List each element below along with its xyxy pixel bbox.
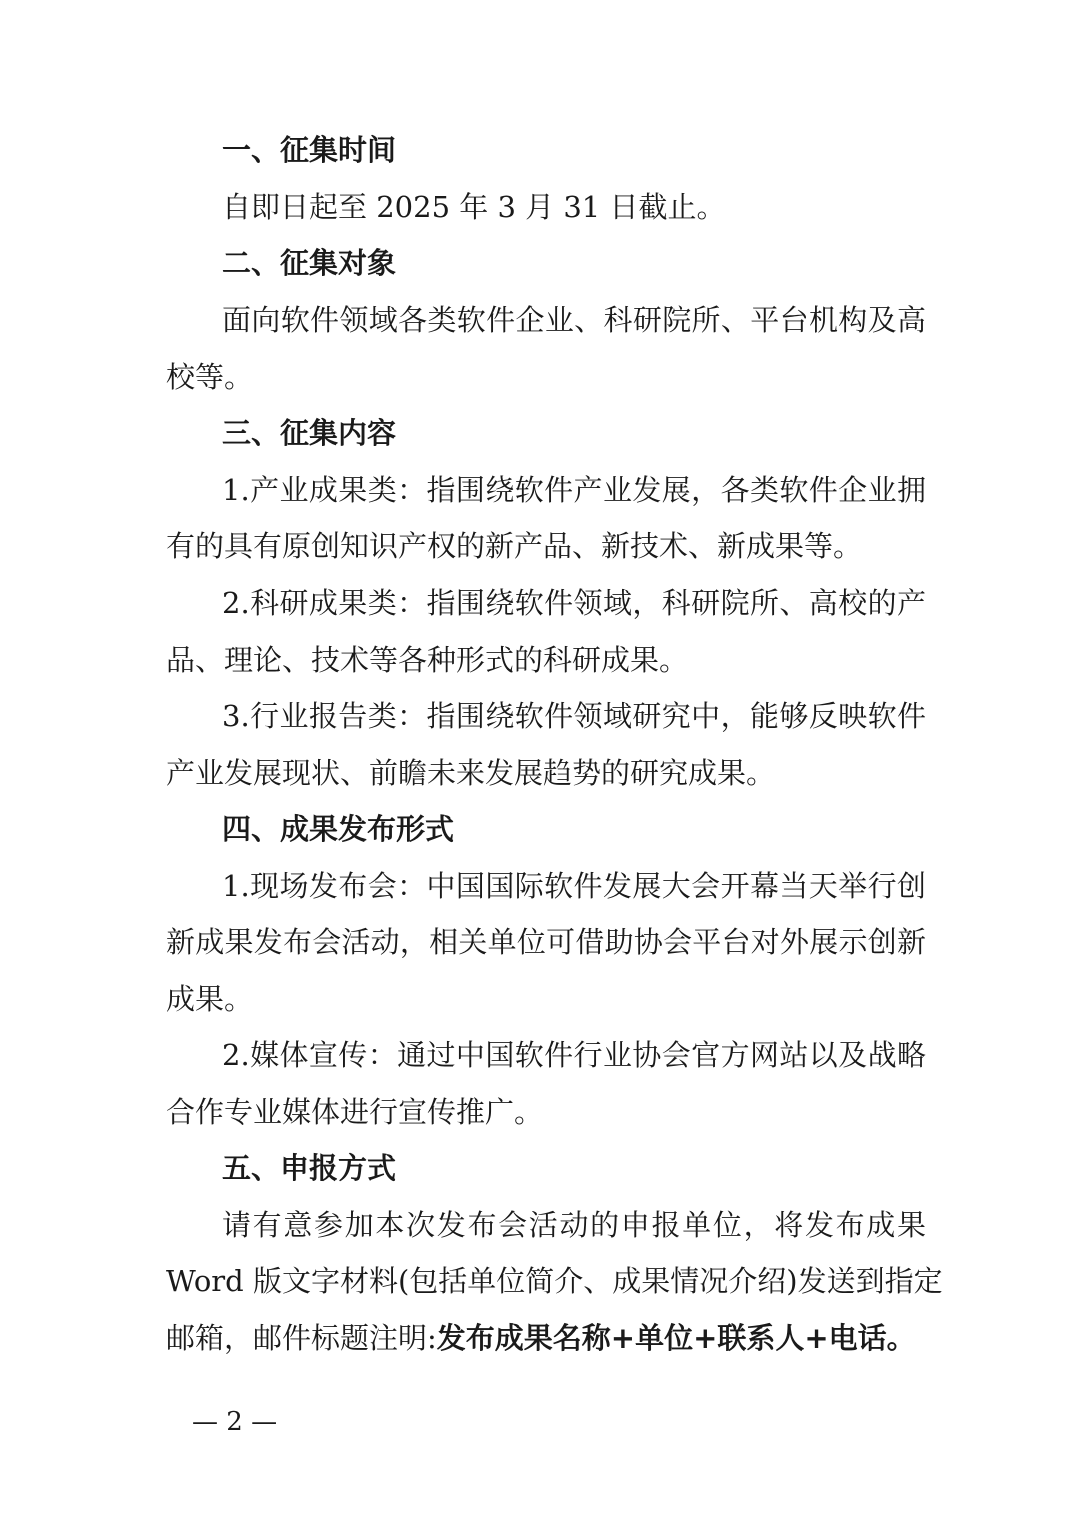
section-4-item-2-line-2: 合作专业媒体进行宣传推广。 bbox=[166, 1095, 544, 1129]
section-4-item-1-line-3: 成果。 bbox=[166, 982, 254, 1016]
section-3-item-2-line-1: 2.科研成果类：指围绕软件领域，科研院所、高校的产 bbox=[222, 586, 926, 620]
section-4-item-1-line-1: 1.现场发布会：中国国际软件发展大会开幕当天举行创 bbox=[222, 869, 926, 903]
section-heading-2: 二、征集对象 bbox=[222, 246, 397, 280]
section-2-text-line-2: 校等。 bbox=[166, 360, 254, 394]
section-heading-1: 一、征集时间 bbox=[222, 133, 397, 167]
section-3-item-1-line-1: 1.产业成果类：指围绕软件产业发展，各类软件企业拥 bbox=[222, 473, 926, 507]
section-5-text-line-1: 请有意参加本次发布会活动的申报单位，将发布成果 bbox=[222, 1208, 926, 1242]
section-5-text-line-3-start: 邮箱，邮件标题注明: bbox=[166, 1321, 437, 1355]
section-3-item-2-line-2: 品、理论、技术等各种形式的科研成果。 bbox=[166, 643, 689, 677]
section-heading-3: 三、征集内容 bbox=[222, 416, 397, 450]
section-5-text-line-2: Word 版文字材料(包括单位简介、成果情况介绍)发送到指定 bbox=[166, 1264, 943, 1298]
section-4-item-1-line-2: 新成果发布会活动，相关单位可借助协会平台对外展示创新 bbox=[166, 925, 926, 959]
section-3-item-1-line-2: 有的具有原创知识产权的新产品、新技术、新成果等。 bbox=[166, 529, 863, 563]
email-subject-format: 发布成果名称+单位+联系人+电话。 bbox=[436, 1321, 916, 1355]
page-number: — 2 — bbox=[192, 1407, 278, 1437]
section-1-text: 自即日起至 2025 年 3 月 31 日截止。 bbox=[222, 190, 726, 224]
section-heading-5: 五、申报方式 bbox=[222, 1151, 397, 1185]
section-3-item-3-line-2: 产业发展现状、前瞻未来发展趋势的研究成果。 bbox=[166, 756, 776, 790]
section-4-item-2-line-1: 2.媒体宣传：通过中国软件行业协会官方网站以及战略 bbox=[222, 1038, 926, 1072]
section-5-text-line-3 bbox=[166, 1318, 926, 1358]
section-3-item-3-line-1: 3.行业报告类：指围绕软件领域研究中，能够反映软件 bbox=[222, 699, 926, 733]
section-2-text-line-1: 面向软件领域各类软件企业、科研院所、平台机构及高 bbox=[222, 303, 926, 337]
section-heading-4: 四、成果发布形式 bbox=[222, 812, 455, 846]
